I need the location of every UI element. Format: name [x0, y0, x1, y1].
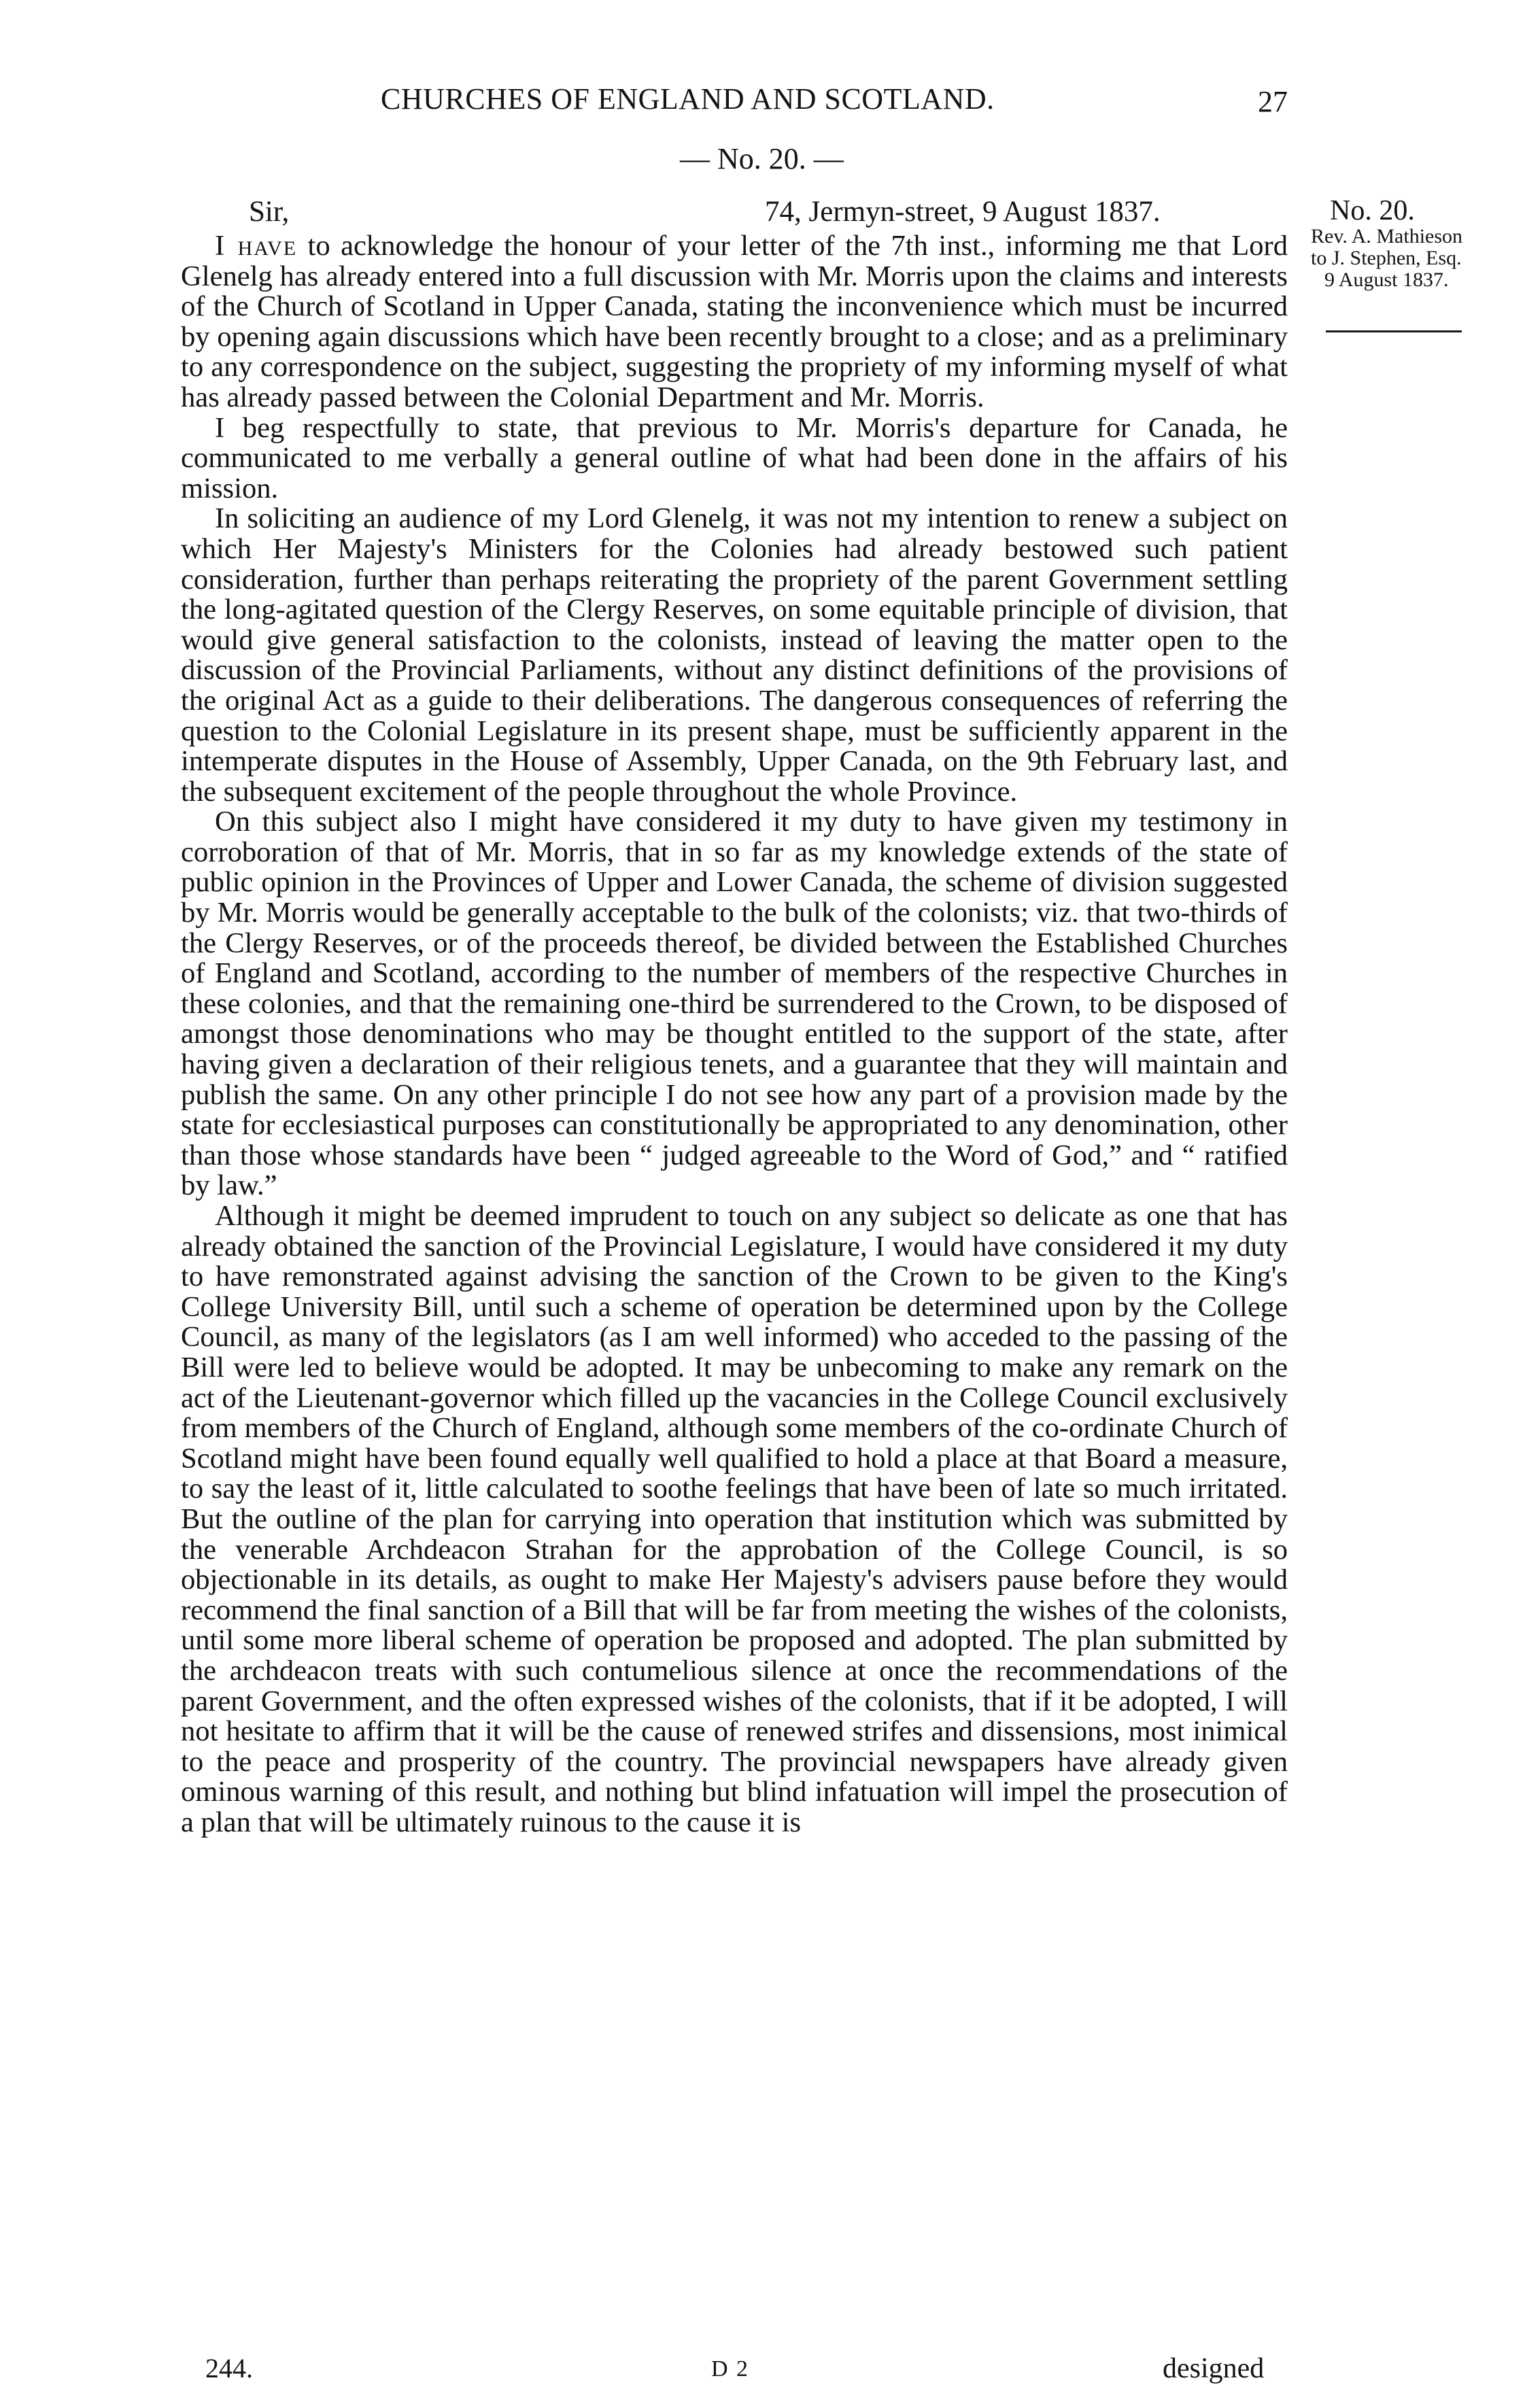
margin-note-number: No. 20.	[1330, 195, 1415, 226]
letter-salutation: Sir,	[249, 196, 290, 228]
document-number-heading: — No. 20. —	[680, 142, 844, 175]
page-number: 27	[1258, 85, 1288, 118]
letter-body	[181, 231, 1288, 1838]
margin-note-line: 9 August 1837.	[1324, 269, 1449, 291]
signature-mark: D 2	[711, 2356, 750, 2381]
sheet-number: 244.	[205, 2353, 253, 2384]
paragraph: In soliciting an audience of my Lord Glenelg, it was not my intention to renew a subject on which Her Majesty's Ministers for the Colonies had already bestowed such patient consideration, further than perhaps reiterating the propriety of the parent Government settling the long-agitated question of the Clergy Reserves, on some equitable principle of division, that would give general satisfaction to the colonists, instead of leaving the matter open to the discussion of the Provincial Parliaments, without any distinct definitions of the provisions of the original Act as a guide to their deliberations. The dangerous consequences of referring the question to the Colonial Legislature in its present shape, must be sufficiently apparent in the intemperate disputes in the House of Assembly, Upper Canada, on the 9th February last, and the subsequent excitement of the people throughout the whole Province.	[181, 502, 1288, 808]
paragraph-text: to acknowledge the honour of your letter of the 7th inst., informing me that Lord Glenelg has already entered into a full discussion with Mr. Morris upon the claims and interests of the Church of Scotland in Upper Canada, stating the inconvenience which must be incurred by opening again discussions which have been recently brought to a close; and as a preliminary to any correspondence on the subject, suggesting the propriety of my informing myself of what has already passed between the Colonial Department and Mr. Morris.	[181, 230, 1288, 413]
paragraph: On this subject also I might have considered it my duty to have given my testimony in corroboration of that of Mr. Morris, that in so far as my knowledge extends of the state of public opinion in the Provinces of Upper and Lower Canada, the scheme of division suggested by Mr. Morris would be generally acceptable to the bulk of the colonists; viz. that two-thirds of the Clergy Reserves, or of the proceeds thereof, be divided between the Established Churches of England and Scotland, according to the number of members of the respective Churches in these colonies, and that the remaining one-third be surrendered to the Crown, to be disposed of amongst those denominations who may be thought entitled to the support of the state, after having given a declaration of their religious tenets, and a guarantee that they will maintain and publish the same. On any other principle I do not see how any part of a provision made by the state for ecclesiastical purposes can constitutionally be appropriated to any denomination, other than those whose standards have been “ judged agreeable to the Word of God,” and “ ratified by law.”	[181, 806, 1288, 1202]
running-title: CHURCHES OF ENGLAND AND SCOTLAND.	[381, 82, 995, 116]
paragraph-lead: I have	[215, 230, 298, 262]
letter-address-date: 74, Jermyn-street, 9 August 1837.	[765, 196, 1161, 228]
catchword: designed	[1163, 2353, 1265, 2384]
margin-note	[1311, 196, 1515, 291]
margin-note-line: to J. Stephen, Esq.	[1311, 247, 1462, 269]
paragraph: I beg respectfully to state, that previous to Mr. Morris's departure for Canada, he communicated to me verbally a general outline of what had been done in the affairs of his mission.	[181, 411, 1288, 504]
margin-note-rule	[1326, 330, 1462, 332]
paragraph: Although it might be deemed imprudent to touch on any subject so delicate as one that has already obtained the sanction of the Provincial Legislature, I would have considered it my duty to have remonstrated against advising the sanction of the Crown to be given to the King's College University Bill, until such a scheme of operation be determined upon by the College Council, as many of the legislators (as I am well informed) who acceded to the passing of the Bill were led to believe would be adopted. It may be unbecoming to make any remark on the act of the Lieutenant-governor which filled up the vacancies in the College Council exclusively from members of the Church of England, although some members of the co-ordinate Church of Scotland might have been found equally well qualified to hold a place at that Board a measure, to say the least of it, little calculated to soothe feelings that have been of late so much irritated. But the outline of the plan for carrying into operation that institution which was submitted by the venerable Archdeacon Strahan for the approbation of the College Council, is so objectionable in its details, as ought to make Her Majesty's advisers pause before they would recommend the final sanction of a Bill that will be far from meeting the wishes of the colonists, until some more liberal scheme of operation be proposed and adopted. The plan submitted by the archdeacon treats with such contumelious silence at once the recommendations of the parent Government, and the often expressed wishes of the colonists, that if it be adopted, I will not hesitate to affirm that it will be the cause of renewed strifes and dissensions, most inimical to the peace and prosperity of the country. The provincial newspapers have already given ominous warning of this result, and nothing but blind infatuation will impel the prosecution of a plan that will be ultimately ruinous to the cause it is	[181, 1200, 1288, 1838]
margin-note-line: Rev. A. Mathieson	[1311, 225, 1463, 247]
paragraph	[181, 231, 1288, 413]
